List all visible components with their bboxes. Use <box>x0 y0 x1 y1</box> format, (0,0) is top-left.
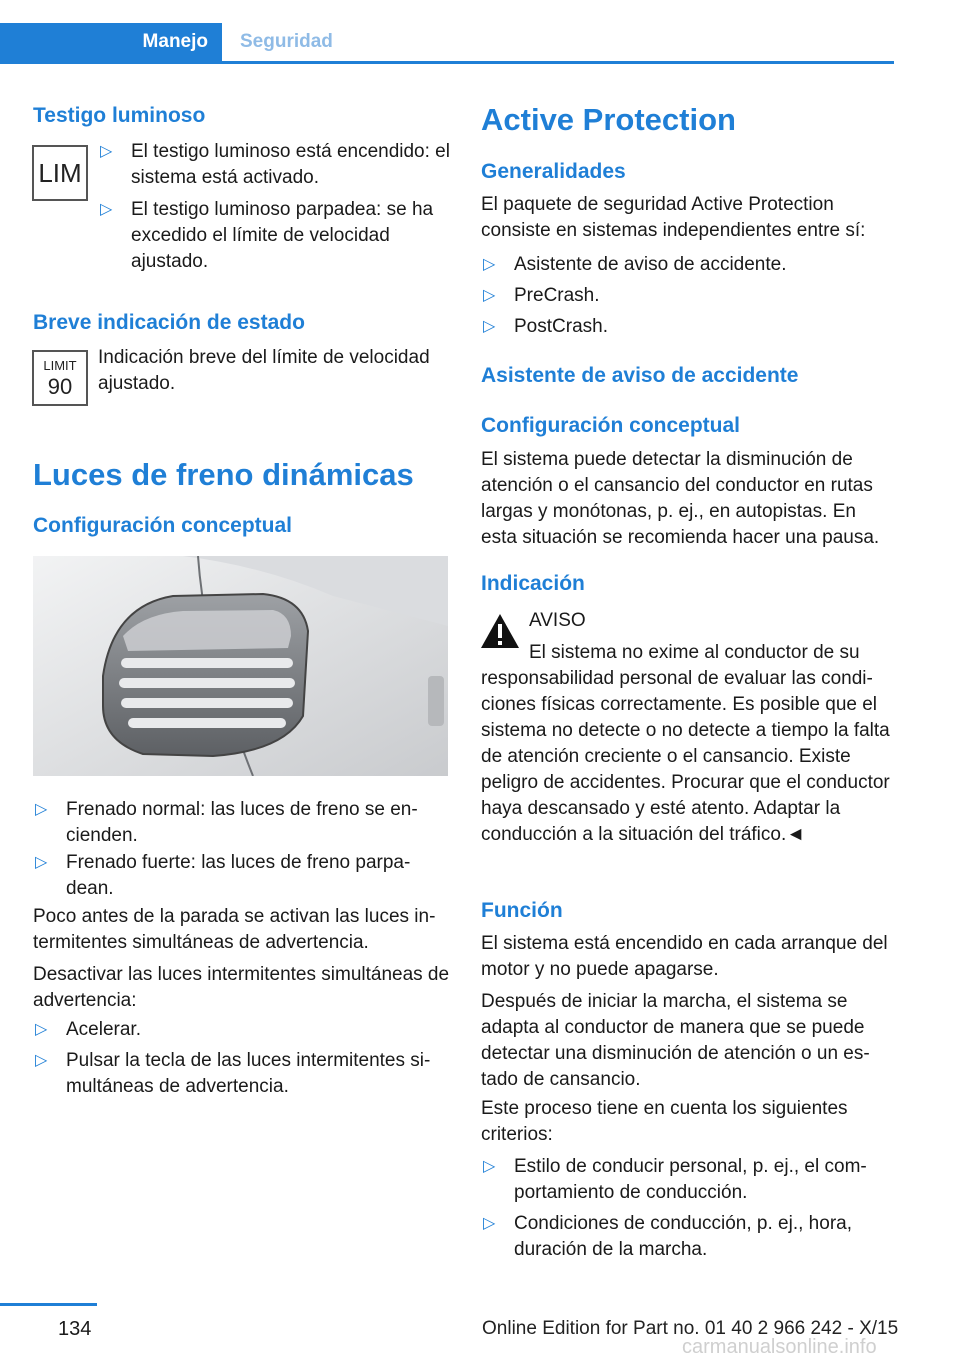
bullet-triangle-icon: ▷ <box>35 854 48 871</box>
aviso-text-line1: El sistema no exime al conductor de su <box>529 642 860 663</box>
tail-light-image <box>33 556 448 776</box>
testigo-item-2 <box>98 197 450 275</box>
funcion-item-1 <box>481 1154 895 1206</box>
generalidades-item-2 <box>481 283 895 309</box>
generalidades-item-1-text: Asistente de aviso de accidente. <box>514 254 787 275</box>
funcion-heading: Función <box>481 899 563 922</box>
testigo-item-1-text: El testigo luminoso está encendido: el sistema está activado. <box>131 141 450 188</box>
limit-90-icon <box>32 350 88 406</box>
breve-heading: Breve indicación de estado <box>33 311 305 334</box>
bullet-triangle-icon: ▷ <box>35 1021 48 1038</box>
bullet-triangle-icon: ▷ <box>35 801 48 818</box>
generalidades-heading: Generalidades <box>481 160 626 183</box>
luces-title: Luces de freno dinámicas <box>33 457 414 492</box>
bullet-triangle-icon: ▷ <box>35 1052 48 1069</box>
generalidades-text: El paquete de seguridad Active Protection consiste en sistemas independientes entre sí: <box>481 194 866 241</box>
freno-item-1 <box>33 797 450 849</box>
bullet-triangle-icon: ▷ <box>483 318 496 335</box>
bullet-triangle-icon: ▷ <box>483 256 496 273</box>
bullet-triangle-icon: ▷ <box>483 1215 496 1232</box>
bullet-triangle-icon: ▷ <box>100 143 113 160</box>
aviso-label: AVISO <box>529 610 586 631</box>
bullet-triangle-icon: ▷ <box>100 201 113 218</box>
asistente-heading: Asistente de aviso de accidente <box>481 364 799 387</box>
limit-icon-value: 90 <box>47 374 73 399</box>
bullet-triangle-icon: ▷ <box>483 1158 496 1175</box>
testigo-item-2-text: El testigo luminoso parpadea: se ha excedido el límite de velocidad ajustado. <box>131 199 434 272</box>
freno-item-1-text: Frenado normal: las luces de freno se encienden. <box>66 799 418 846</box>
desactivar-item-1 <box>33 1017 450 1043</box>
freno-item-2-text: Frenado fuerte: las luces de freno parpadean. <box>66 852 411 899</box>
generalidades-item-3-text: PostCrash. <box>514 316 608 337</box>
header-bar <box>0 23 894 64</box>
generalidades-item-3 <box>481 314 895 340</box>
generalidades-item-2-text: PreCrash. <box>514 285 600 306</box>
edition-text: Online Edition for Part no. 01 40 2 966 242 - X/15 <box>482 1318 899 1339</box>
desactivar-item-2 <box>33 1048 450 1100</box>
funcion-item-1-text: Estilo de conducir personal, p. ej., el comportamiento de conducción. <box>514 1156 867 1203</box>
testigo-heading: Testigo luminoso <box>33 104 206 127</box>
watermark-text: carmanualsonline.info <box>682 1336 877 1358</box>
aviso-text: responsabilidad personal de evaluar las condiciones físicas correctamente. Es posible que el sistema no detecte o no detecte a tiempo la falta de atención creciente o el cansancio. Existe peligro de accidentes. Procurar que el conductor haya descansado y esté atento. Adaptar la conducción a la situación del tráfico.◄ <box>481 668 890 845</box>
warning-triangle-icon <box>480 612 520 650</box>
luces-paragraph-2: Desactivar las luces intermitentes simultáneas de advertencia: <box>33 964 450 1011</box>
breve-text: Indicación breve del límite de velocidad ajustado. <box>98 347 430 394</box>
tab-manejo[interactable]: Manejo <box>0 23 222 61</box>
active-protection-title: Active Protection <box>481 102 736 137</box>
funcion-text-3: Este proceso tiene en cuenta los siguientes criterios: <box>481 1098 848 1145</box>
lim-indicator-icon: LIM <box>32 145 88 201</box>
funcion-text-2: Después de iniciar la marcha, el sistema se adapta al conductor de manera que se puede detectar una disminución de atención o un estado de cansancio. <box>481 991 870 1090</box>
footer-accent-line <box>0 1303 97 1306</box>
funcion-item-2 <box>481 1211 895 1263</box>
page-number: 134 <box>58 1318 92 1340</box>
tail-light-illustration <box>33 556 448 776</box>
funcion-text-1: El sistema está encendido en cada arranque del motor y no puede apagarse. <box>481 933 888 980</box>
indicacion-heading: Indicación <box>481 572 585 595</box>
limit-icon-label: LIMIT <box>43 358 77 373</box>
freno-item-2 <box>33 850 450 902</box>
desactivar-item-2-text: Pulsar la tecla de las luces intermitentes simultáneas de advertencia. <box>66 1050 431 1097</box>
desactivar-item-1-text: Acelerar. <box>66 1019 141 1040</box>
config-heading-left: Configuración conceptual <box>33 514 293 537</box>
tab-seguridad[interactable]: Seguridad <box>240 31 333 52</box>
config-text-right: El sistema puede detectar la disminución de atención o el cansancio del conductor en rutas largas y monótonas, p. ej., en autopistas. En esta situación se recomienda hacer una pausa. <box>481 449 880 548</box>
testigo-item-1 <box>98 139 450 191</box>
luces-paragraph-1: Poco antes de la parada se activan las luces intermitentes simultáneas de advertencia. <box>33 906 436 953</box>
config-heading-right: Configuración conceptual <box>481 414 741 437</box>
generalidades-item-1 <box>481 252 895 278</box>
funcion-item-2-text: Condiciones de conducción, p. ej., hora, duración de la marcha. <box>514 1213 852 1260</box>
bullet-triangle-icon: ▷ <box>483 287 496 304</box>
